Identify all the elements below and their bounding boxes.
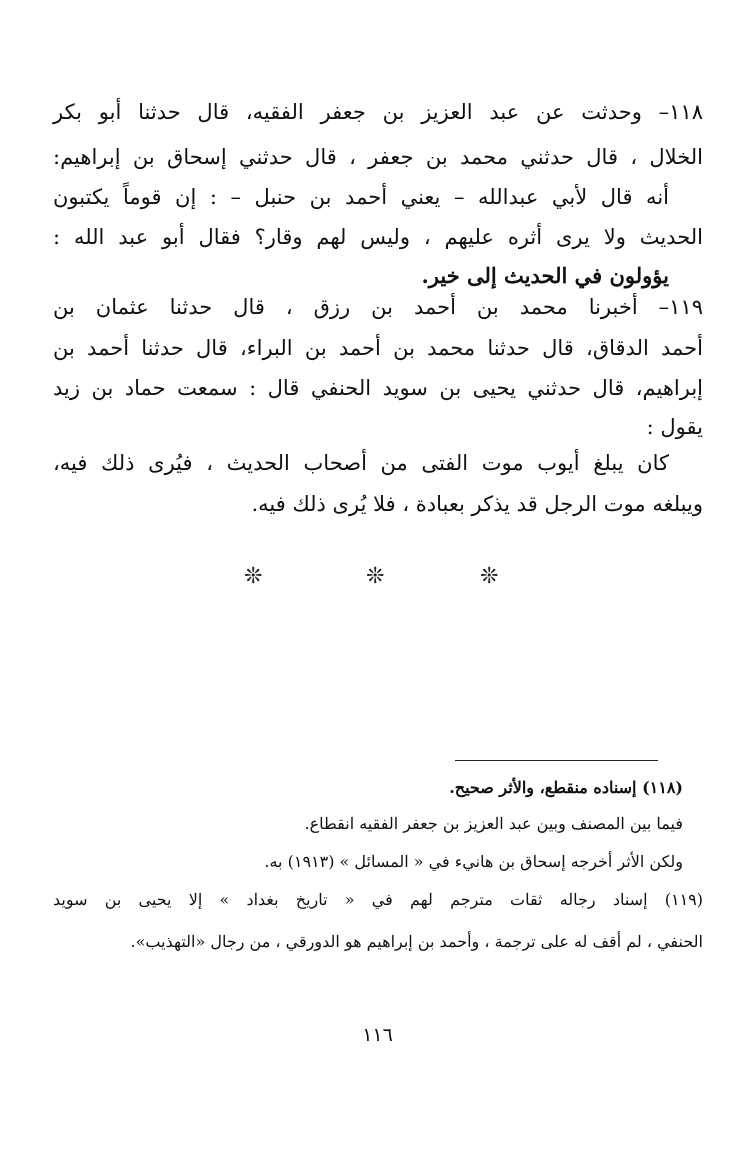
- footnote-118-heading: (١١٨) إسناده منقطع، والأثر صحيح.: [449, 778, 683, 797]
- body-line-6: ١١٩– أخبرنا محمد بن أحمد بن رزق ، قال حدثنا عثمان بن: [53, 295, 703, 319]
- body-line-10: كان يبلغ أيوب موت الفتى من أصحاب الحديث ، فيُرى ذلك فيه،: [53, 451, 669, 475]
- body-line-1: ١١٨– وحدثت عن عبد العزيز بن جعفر الفقيه، قال حدثنا أبو بكر: [53, 100, 703, 124]
- section-divider: [0, 566, 755, 590]
- footnote-119-line-2: الحنفي ، لم أقف له على ترجمة ، وأحمد بن إبراهيم هو الدورقي ، من رجال «التهذيب».: [130, 932, 703, 951]
- ornament-icon: ❊: [244, 564, 263, 589]
- page-number: ١١٦: [362, 1024, 393, 1046]
- body-line-9: يقول :: [646, 415, 703, 439]
- body-line-2: الخلال ، قال حدثني محمد بن جعفر ، قال حدثني إسحاق بن إبراهيم:: [53, 145, 703, 169]
- ornament-icon: ❊: [480, 564, 499, 589]
- footnote-118-line-2: ولكن الأثر أخرجه إسحاق بن هانيء في « المسائل » (١٩١٣) به.: [264, 852, 683, 871]
- footnote-separator: [455, 760, 658, 761]
- ornament-icon: ❊: [366, 564, 385, 589]
- footnote-118-line-1: فيما بين المصنف وبين عبد العزيز بن جعفر الفقيه انقطاع.: [304, 814, 683, 833]
- body-line-3: أنه قال لأبي عبدالله – يعني أحمد بن حنبل – : إن قوماً يكتبون: [53, 185, 669, 209]
- body-line-11: ويبلغه موت الرجل قد يذكر بعبادة ، فلا يُرى ذلك فيه.: [251, 492, 703, 516]
- body-line-4: الحديث ولا يرى أثره عليهم ، وليس لهم وقار؟ فقال أبو عبد الله :: [53, 225, 703, 249]
- footnote-119-line-1: (١١٩) إسناد رجاله ثقات مترجم لهم في « تاريخ بغداد » إلا يحيى بن سويد: [53, 890, 703, 909]
- body-line-7: أحمد الدقاق، قال حدثنا محمد بن أحمد بن البراء، قال حدثنا أحمد بن: [53, 336, 703, 360]
- body-line-8: إبراهيم، قال حدثني يحيى بن سويد الحنفي قال : سمعت حماد بن زيد: [53, 376, 703, 400]
- body-line-5-quote: يؤولون في الحديث إلى خير.: [421, 263, 669, 288]
